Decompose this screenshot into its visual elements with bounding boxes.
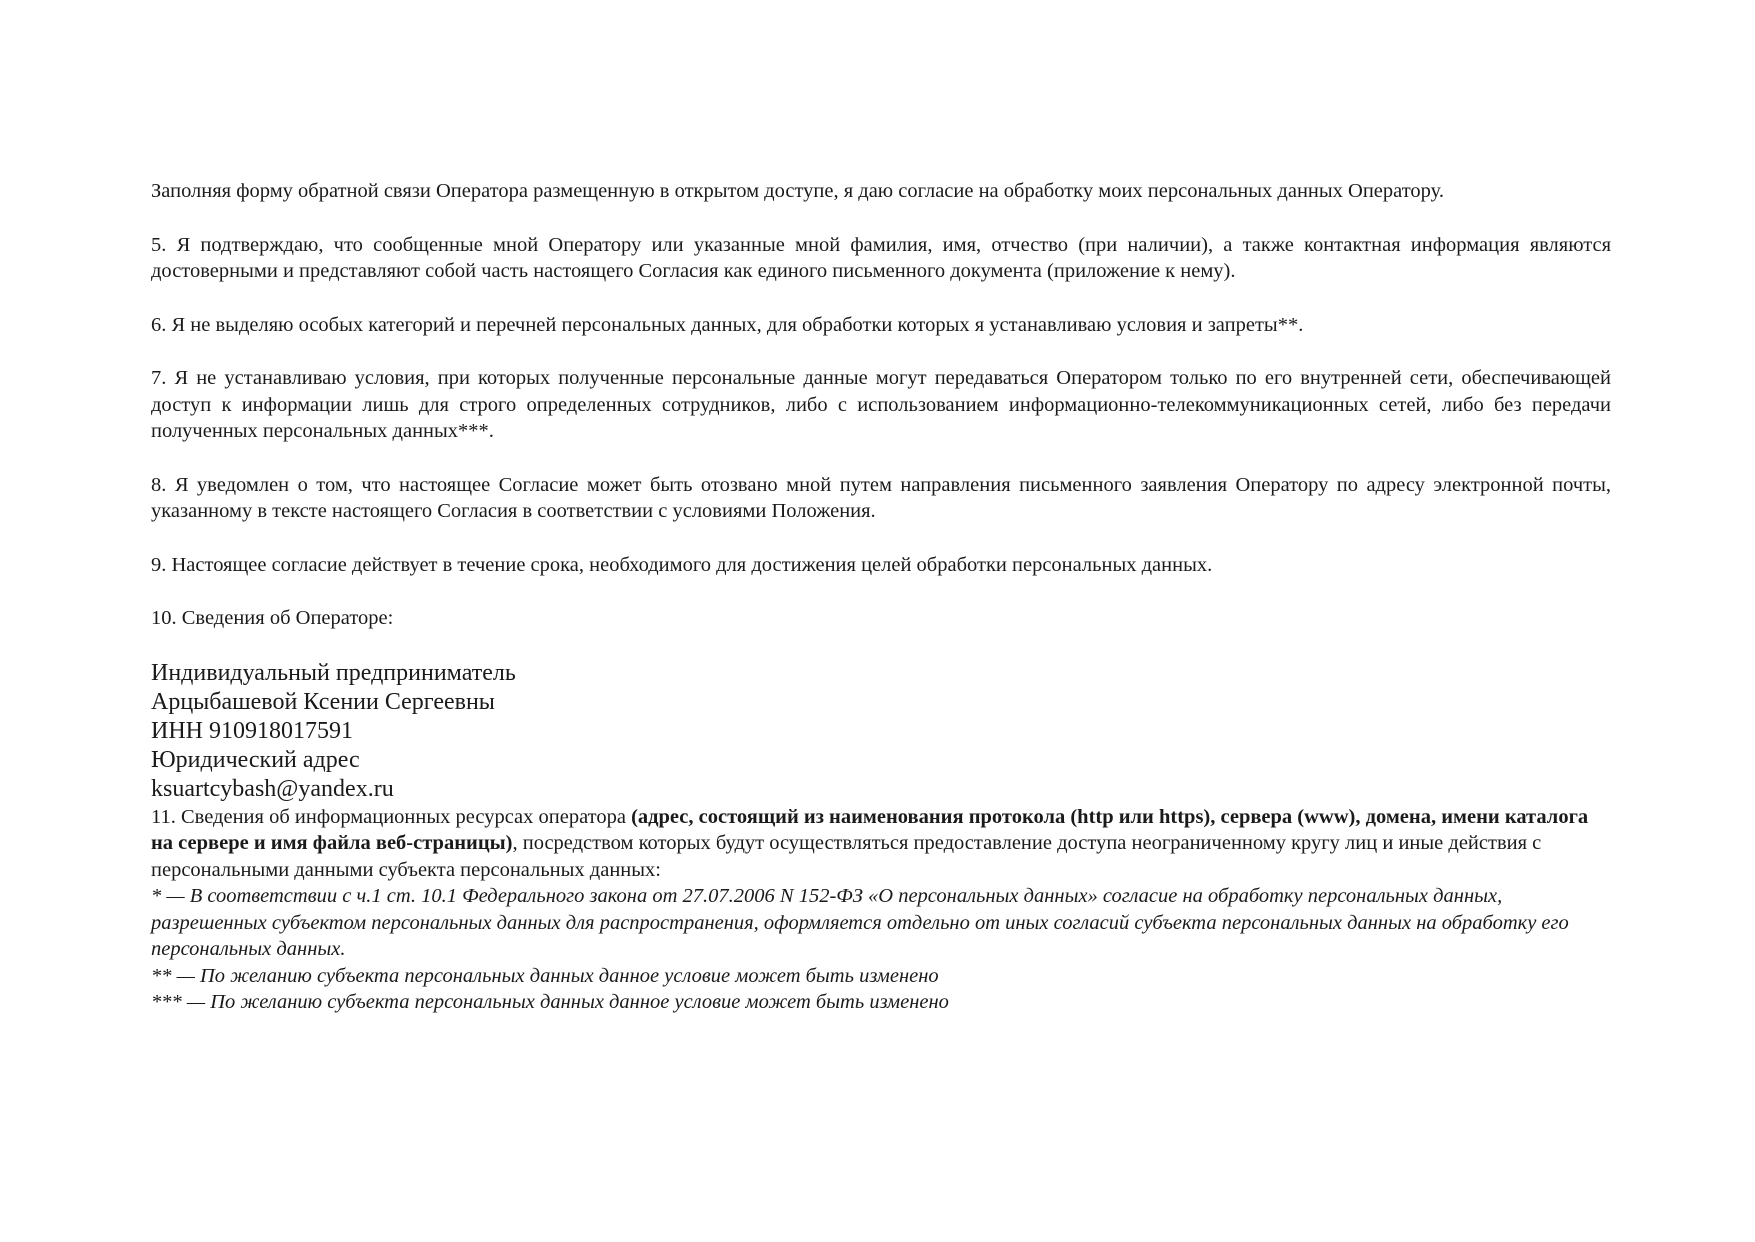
footnote-3: *** — По желанию субъекта персональных данных данное условие может быть изменено: [151, 991, 949, 1013]
clause-8: 8. Я уведомлен о том, что настоящее Согласие может быть отозвано мной путем направления письменного заявления Оператору по адресу электронной почты, указанному в тексте настоящего Согласия в соответствии с условиями Положения.: [151, 473, 1611, 522]
clause-10-heading: 10. Сведения об Операторе:: [151, 607, 394, 629]
operator-email: ksuartcybash@yandex.ru: [151, 775, 394, 802]
clause-11-bold: (адрес, состоящий из наименования протокола (http или https), сервера (www), домена, имени каталога на сервере и имя файла веб-страницы): [151, 805, 1589, 854]
spacer: [151, 632, 1611, 659]
clause-6: 6. Я не выделяю особых категорий и перечней персональных данных, для обработки которых я устанавливаю условия и запреты**.: [151, 313, 1304, 336]
clause-7: 7. Я не устанавливаю условия, при которых полученные персональные данные могут передаваться Оператором только по его внутренней сети, обеспечивающей доступ к информации лишь для строго определенных сотрудников, либо с использованием информационно-телекоммуникационных сетей, либо без передачи полученных персональных данных***.: [151, 367, 1611, 442]
operator-name: Арцыбашевой Ксении Сергеевны: [151, 688, 495, 715]
spacer: [151, 285, 1611, 312]
spacer: [151, 578, 1611, 605]
clause-9: 9. Настоящее согласие действует в течение срока, необходимого для достижения целей обработки персональных данных.: [151, 553, 1213, 576]
spacer: [151, 445, 1611, 472]
document-page: [151, 178, 1611, 1016]
footnote-1: * — В соответствии с ч.1 ст. 10.1 Федерального закона от 27.07.2006 N 152-ФЗ «О персональных данных» согласие на обработку персональных данных, разрешенных субъектом персональных данных для распространения, оформляется отдельно от иных согласий субъекта персональных данных на обработку его персональных данных.: [151, 885, 1569, 960]
spacer: [151, 525, 1611, 552]
clause-11: [151, 804, 1611, 884]
spacer: [151, 338, 1611, 365]
clause-11-suffix: , посредством которых будут осуществляться предоставление доступа неограниченному кругу лиц и иные действия с персональными данными субъекта персональных данных:: [151, 832, 1542, 881]
spacer: [151, 205, 1611, 232]
operator-inn: ИНН 910918017591: [151, 717, 353, 744]
clause-5: 5. Я подтверждаю, что сообщенные мной Оператору или указанные мной фамилия, имя, отчество (при наличии), а также контактная информация являются достоверными и представляют собой часть настоящего Согласия как единого письменного документа (приложение к нему).: [151, 233, 1611, 282]
footnote-2: ** — По желанию субъекта персональных данных данное условие может быть изменено: [151, 964, 939, 987]
intro-paragraph: Заполняя форму обратной связи Оператора размещенную в открытом доступе, я даю согласие на обработку моих персональных данных Оператору.: [151, 180, 1444, 202]
operator-legal-address: Юридический адрес: [151, 746, 360, 773]
clause-11-prefix: 11. Сведения об информационных ресурсах оператора: [151, 805, 632, 828]
operator-details: [151, 659, 1611, 804]
operator-type: Индивидуальный предприниматель: [151, 659, 516, 686]
